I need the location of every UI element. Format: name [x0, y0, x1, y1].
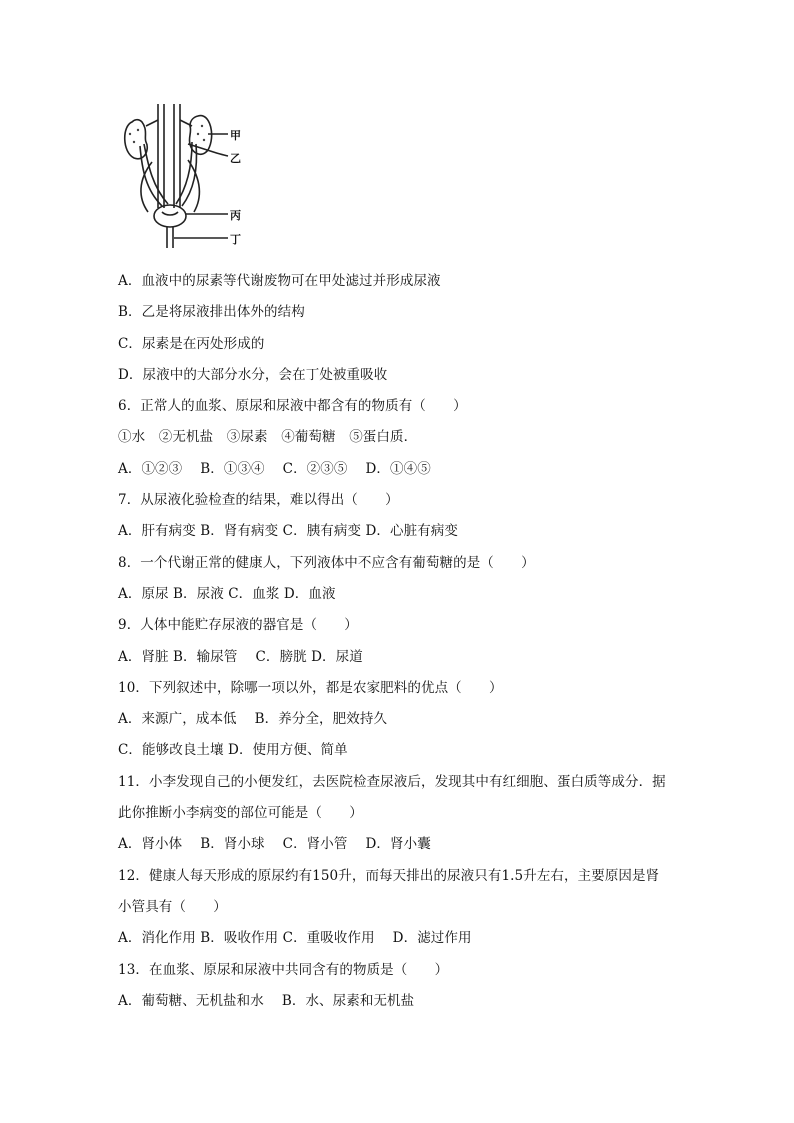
- question-12-options: A．消化作用 B．吸收作用 C．重吸收作用 D．滤过作用: [118, 930, 472, 947]
- question-11-options: A．肾小体 B．肾小球 C．肾小管 D．肾小囊: [118, 836, 431, 853]
- option-5c: C．尿素是在丙处形成的: [118, 335, 265, 352]
- question-8: 8．一个代谢正常的健康人，下列液体中不应含有葡萄糖的是（ ）: [118, 554, 535, 571]
- option-5b: B．乙是将尿液排出体外的结构: [118, 304, 305, 321]
- urinary-system-diagram: [118, 100, 258, 250]
- question-13-options: A．葡萄糖、无机盐和水 B．水、尿素和无机盐: [118, 992, 415, 1009]
- question-7: 7．从尿液化验检查的结果，难以得出（ ）: [118, 492, 399, 509]
- question-7-options: A．肝有病变 B．肾有病变 C．胰有病变 D．心脏有病变: [118, 523, 458, 540]
- question-6: 6．正常人的血浆、原尿和尿液中都含有的物质有（ ）: [118, 398, 467, 415]
- label-ding: 丁: [230, 233, 241, 246]
- question-6-items: ①水 ②无机盐 ③尿素 ④葡萄糖 ⑤蛋白质．: [118, 429, 418, 446]
- question-12-line2: 小管具有（ ）: [118, 898, 227, 915]
- question-9: 9．人体中能贮存尿液的器官是（ ）: [118, 617, 358, 634]
- label-bing: 丙: [230, 209, 241, 222]
- option-5a: A．血液中的尿素等代谢废物可在甲处滤过并形成尿液: [118, 273, 441, 289]
- label-jia: 甲: [230, 129, 241, 142]
- question-11-line2: 此你推断小李病变的部位可能是（ ）: [118, 805, 363, 822]
- question-13: 13．在血浆、原尿和尿液中共同含有的物质是（ ）: [118, 961, 449, 978]
- question-10: 10．下列叙述中，除哪一项以外，都是农家肥料的优点（ ）: [118, 679, 503, 696]
- question-8-options: A．原尿 B．尿液 C．血浆 D．血液: [118, 585, 336, 602]
- question-10-options-cd: C．能够改良土壤 D．使用方便、简单: [118, 742, 348, 759]
- urinary-system-drawing: [118, 100, 258, 250]
- question-11-line1: 11．小李发现自己的小便发红，去医院检查尿液后，发现其中有红细胞、蛋白质等成分．据: [118, 773, 666, 790]
- question-9-options: A．肾脏 B．输尿管 C．膀胱 D．尿道: [118, 648, 363, 665]
- question-10-options-ab: A．来源广，成本低 B．养分全，肥效持久: [118, 711, 388, 728]
- question-text: [118, 266, 738, 1017]
- question-6-options: A．①②③ B．①③④ C．②③⑤ D．①④⑤: [118, 460, 431, 477]
- label-yi: 乙: [230, 152, 241, 165]
- question-12-line1: 12．健康人每天形成的原尿约有150升，而每天排出的尿液只有1.5升左右，主要原因是肾: [118, 867, 660, 884]
- option-5d: D．尿液中的大部分水分，会在丁处被重吸收: [118, 366, 388, 383]
